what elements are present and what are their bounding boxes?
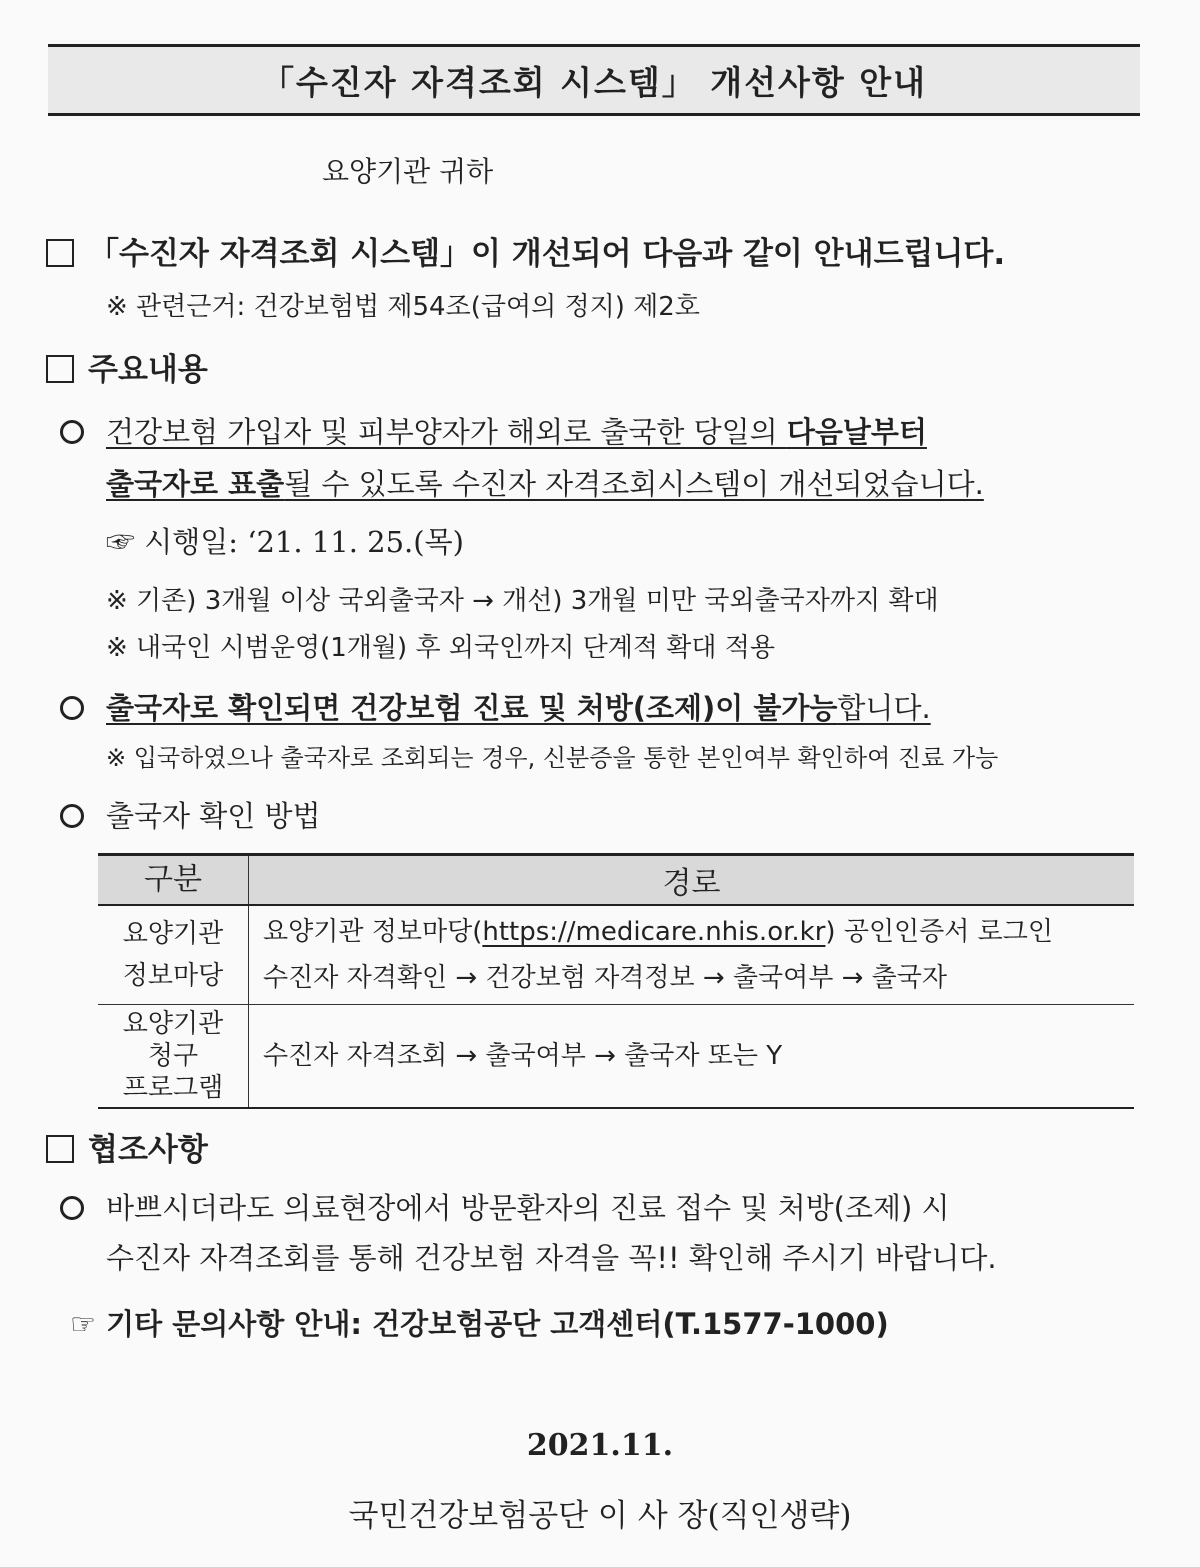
item2-row [60, 686, 931, 727]
table-header-category: 구분 [98, 855, 249, 906]
category-line: 정보마당 [122, 961, 224, 991]
table-cell-category [98, 905, 249, 1005]
section1-heading: 「수진자 자격조회 시스템」이 개선되어 다음과 같이 안내드립니다. [88, 236, 1006, 272]
path-text: 요양기관 정보마당( [263, 917, 483, 947]
section3-heading-row [46, 1124, 208, 1169]
table-row [98, 1005, 1134, 1109]
circle-bullet-icon [60, 1196, 84, 1220]
category-line: 요양기관 [122, 1009, 224, 1039]
item3-row [60, 794, 321, 835]
item3-text: 출국자 확인 방법 [106, 799, 321, 833]
departure-check-table [98, 853, 1134, 1109]
issue-date: 2021.11. [526, 1428, 674, 1463]
category-line: 요양기관 [122, 919, 224, 949]
item1-line1-bold: 다음날부터 [786, 415, 927, 449]
cooperation-line2: 수진자 자격조회를 통해 건강보험 자격을 꼭!! 확인해 주시기 바랍니다. [106, 1241, 997, 1275]
circle-bullet-icon [60, 696, 84, 720]
section2-heading: 주요내용 [88, 352, 208, 388]
issuer-signature: 국민건강보험공단 이 사 장(직인생략) [348, 1498, 852, 1534]
path-line: 수진자 자격확인 → 건강보험 자격정보 → 출국여부 → 출국자 [263, 963, 948, 993]
section3-heading: 협조사항 [88, 1132, 208, 1168]
item2-note: ※ 입국하였으나 출국자로 조회되는 경우, 신분증을 통한 본인여부 확인하여 진료 가능 [106, 744, 999, 772]
effective-date: ☞ 시행일: ‘21. 11. 25.(목) [106, 525, 464, 559]
expansion-note: ※ 기존) 3개월 이상 국외출국자 → 개선) 3개월 미만 국외출국자까지 확대 [106, 586, 939, 616]
table-header-row [98, 855, 1134, 906]
section1-legal-note: ※ 관련근거: 건강보험법 제54조(급여의 정지) 제2호 [106, 292, 700, 322]
circle-bullet-icon [60, 420, 84, 444]
circle-bullet-icon [60, 804, 84, 828]
title-bar [48, 44, 1140, 116]
item2-bold: 출국자로 확인되면 건강보험 진료 및 처방(조제)이 불가능 [106, 691, 838, 725]
pilot-note: ※ 내국인 시범운영(1개월) 후 외국인까지 단계적 확대 적용 [106, 633, 776, 663]
category-line: 청구 [147, 1041, 199, 1071]
checkbox-square-icon [46, 1135, 74, 1163]
checkbox-square-icon [46, 355, 74, 383]
item1-line2 [106, 462, 984, 503]
path-line [263, 909, 1133, 955]
medicare-link[interactable]: https://medicare.nhis.or.kr [482, 917, 826, 947]
checkbox-square-icon [46, 239, 74, 267]
table-header-path: 경로 [249, 855, 1135, 906]
item1-line1 [60, 410, 927, 451]
item1-line2-plain: 될 수 있도록 수진자 자격조회시스템이 개선되었습니다. [284, 467, 984, 501]
table-cell-path [249, 905, 1135, 1005]
section1-heading-row [46, 228, 1005, 273]
table-cell-path: 수진자 자격조회 → 출국여부 → 출국자 또는 Y [249, 1005, 1135, 1109]
recipient-line: 요양기관 귀하 [322, 155, 494, 188]
item2-plain: 합니다. [837, 691, 931, 725]
item1-line2-bold: 출국자로 표출 [106, 467, 285, 501]
cooperation-line1 [60, 1186, 950, 1227]
category-line: 프로그램 [122, 1073, 224, 1103]
contact-info: ☞ 기타 문의사항 안내: 건강보험공단 고객센터(T.1577-1000) [70, 1307, 889, 1341]
section2-heading-row [46, 344, 208, 389]
item1-line1-plain: 건강보험 가입자 및 피부양자가 해외로 출국한 당일의 [106, 415, 787, 449]
table-cell-category [98, 1005, 249, 1109]
document-title: 「수진자 자격조회 시스템」 개선사항 안내 [260, 62, 927, 102]
path-text: ) 공인인증서 로그인 [825, 917, 1054, 947]
cooperation-text: 바쁘시더라도 의료현장에서 방문환자의 진료 접수 및 처방(조제) 시 [106, 1191, 950, 1225]
table-row [98, 905, 1134, 1005]
